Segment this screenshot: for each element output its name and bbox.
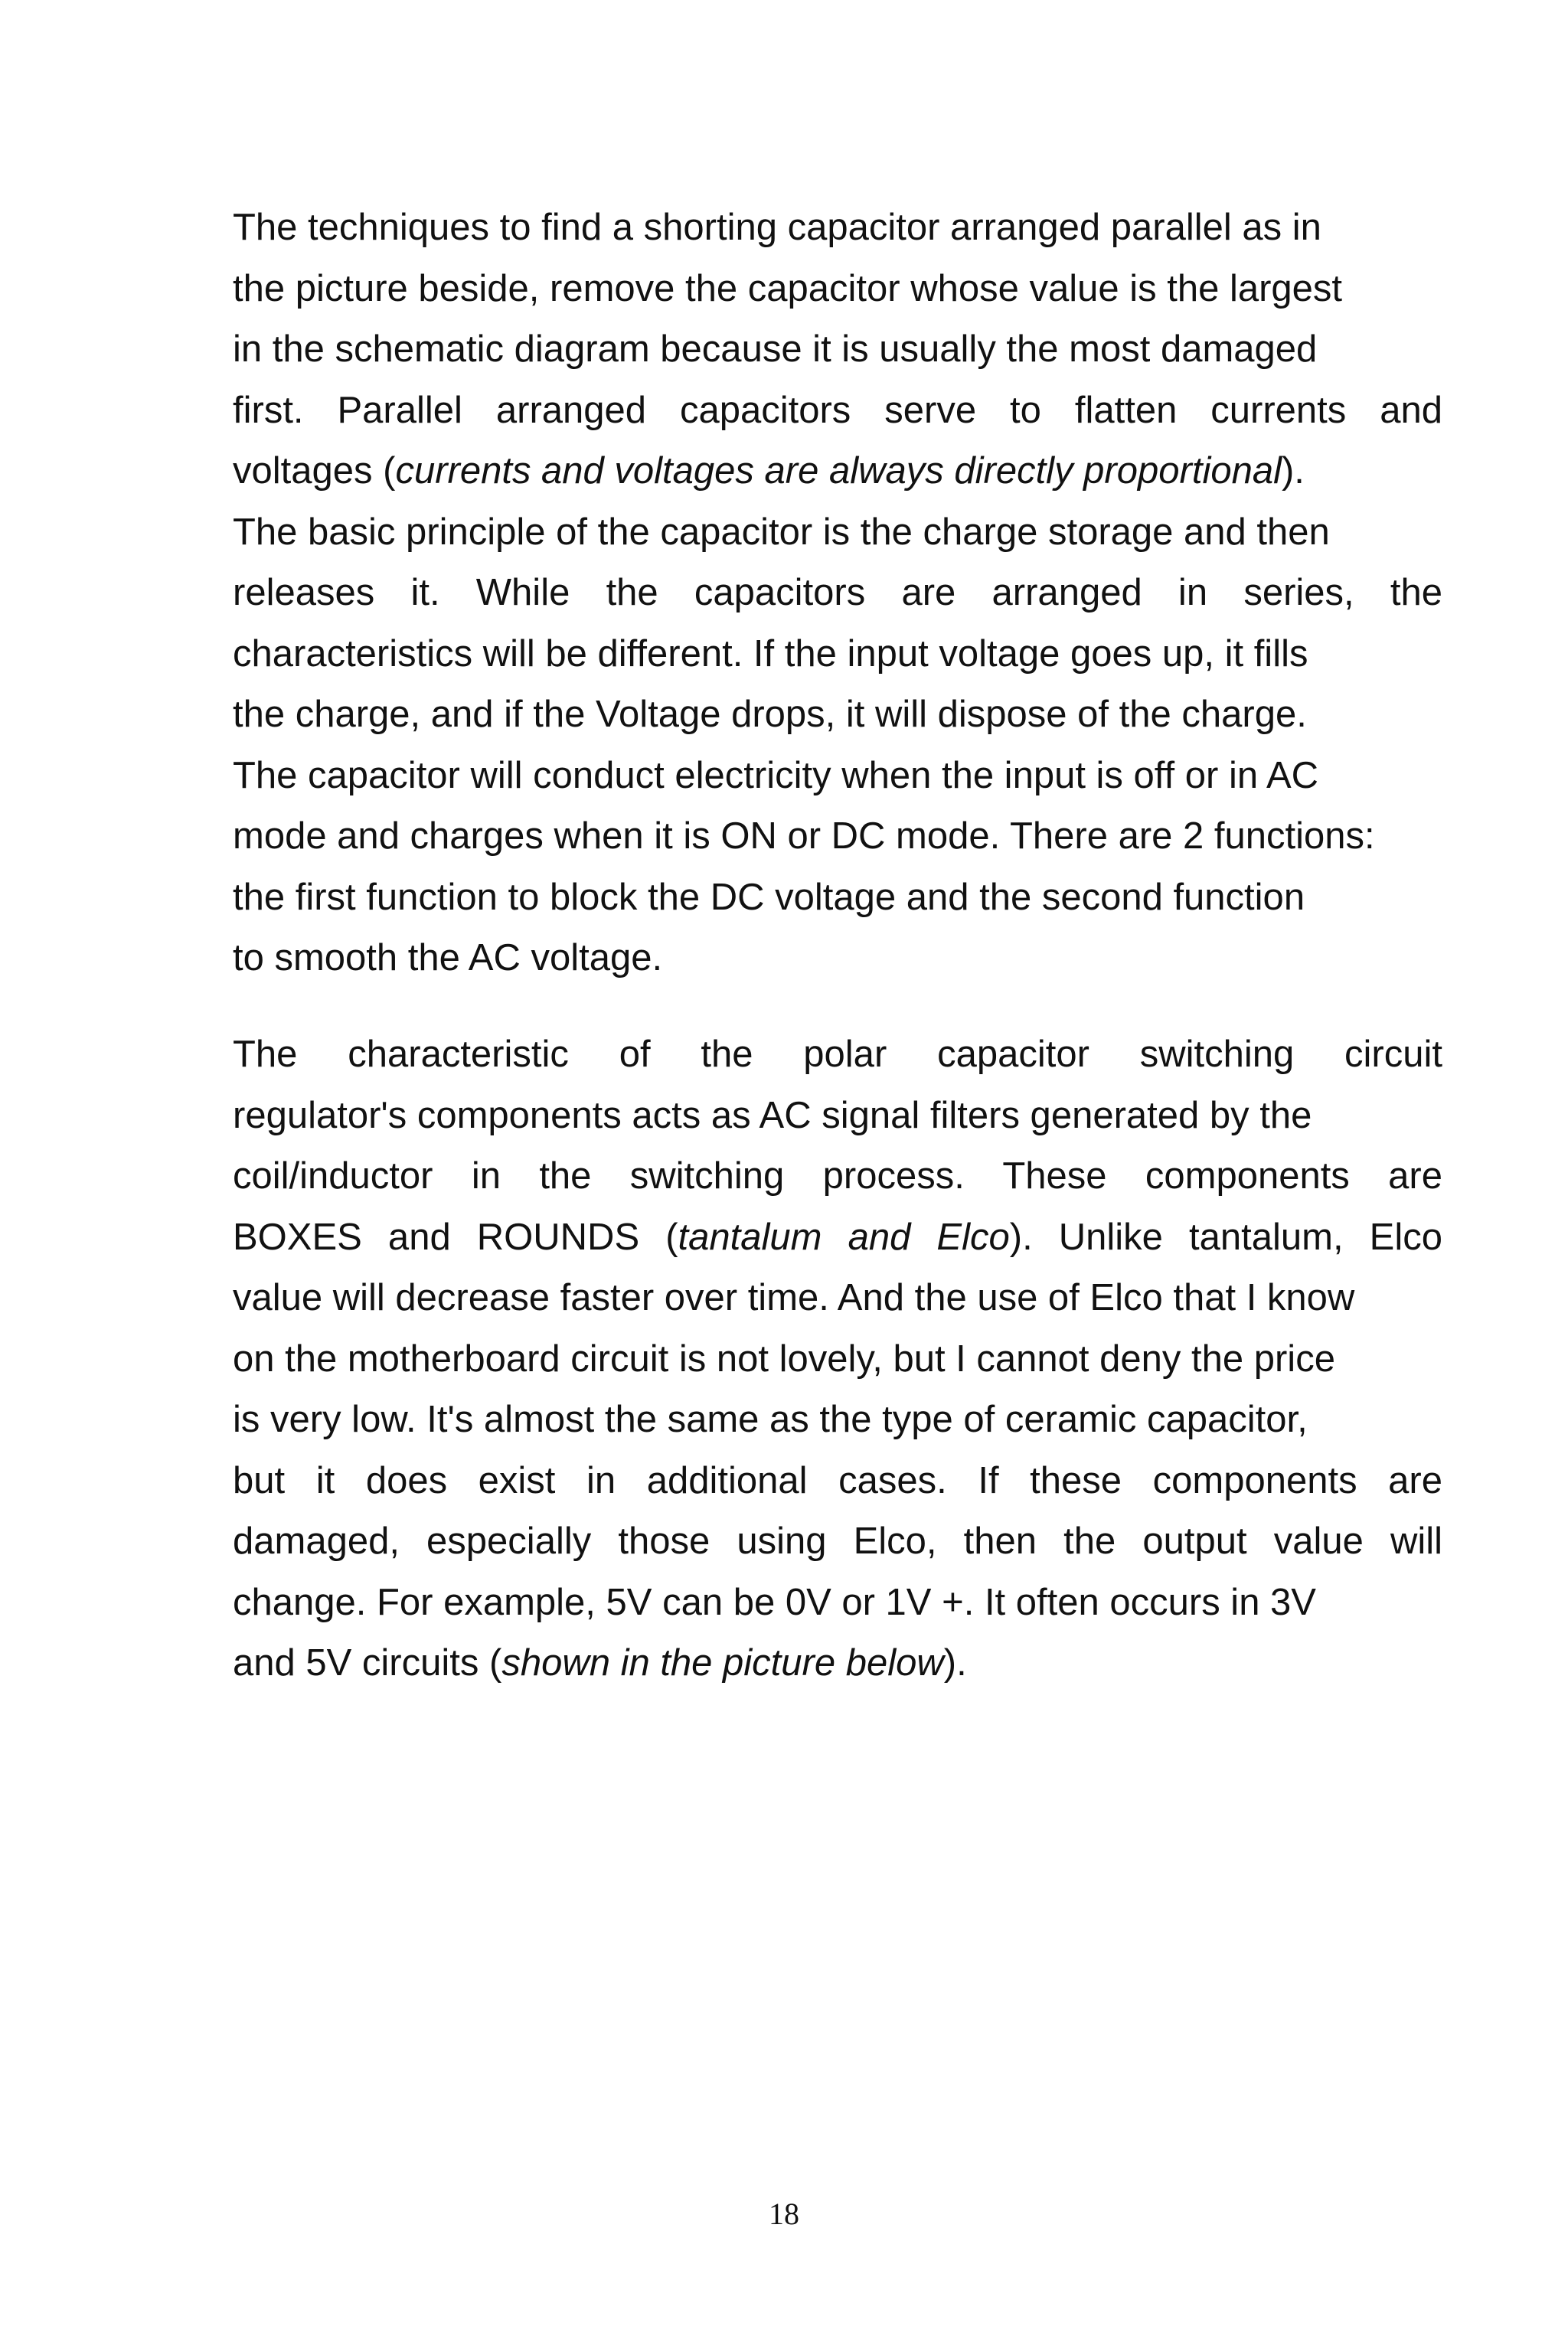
- paragraph-line: [233, 1207, 1442, 1269]
- page-number: 18: [769, 2197, 799, 2231]
- paragraph-line: but it does exist in additional cases. If these components are: [233, 1459, 1442, 1501]
- italic-text: tantalum and Elco: [678, 1216, 1010, 1258]
- paragraph-line: The techniques to find a shorting capacitor arranged parallel as in: [233, 207, 1321, 248]
- paragraph-polar-capacitor: [233, 1024, 1442, 1694]
- paragraph-line: releases it. While the capacitors are arranged in series, the: [233, 572, 1442, 613]
- paragraph-line: in the schematic diagram because it is usually the most damaged: [233, 328, 1318, 370]
- paragraph-line: coil/inductor in the switching process. These components are: [233, 1155, 1442, 1197]
- paragraph-line: regulator's components acts as AC signal filters generated by the: [233, 1094, 1312, 1136]
- paragraph-line: value will decrease faster over time. And the use of Elco that I know: [233, 1277, 1355, 1318]
- paragraph-shorting-capacitor: [233, 198, 1442, 989]
- paragraph-line: the first function to block the DC voltage and the second function: [233, 876, 1305, 918]
- paragraph-line: [233, 441, 1442, 502]
- paragraph-line: characteristics will be different. If the input voltage goes up, it fills: [233, 632, 1308, 675]
- paragraph-line: The characteristic of the polar capacitor switching circuit: [233, 1034, 1442, 1075]
- line-text: ).: [943, 1642, 967, 1684]
- paragraph-line: change. For example, 5V can be 0V or 1V +. It often occurs in 3V: [233, 1581, 1316, 1623]
- line-text: voltages (: [233, 450, 396, 492]
- paragraph-line: on the motherboard circuit is not lovely, but I cannot deny the price: [233, 1338, 1335, 1380]
- line-text: ).: [1281, 450, 1305, 492]
- paragraph-line: damaged, especially those using Elco, then the output value will: [233, 1521, 1442, 1562]
- line-text: ). Unlike tantalum, Elco: [1009, 1216, 1442, 1258]
- paragraph-line: first. Parallel arranged capacitors serve to flatten currents and: [233, 389, 1442, 431]
- paragraph-line: [233, 1633, 1442, 1694]
- paragraph-line: The basic principle of the capacitor is the charge storage and then: [233, 511, 1330, 553]
- paragraph-line: the charge, and if the Voltage drops, it will dispose of the charge.: [233, 694, 1307, 735]
- paragraph-line: the picture beside, remove the capacitor whose value is the largest: [233, 267, 1343, 309]
- italic-text: currents and voltages are always directly proportional: [395, 450, 1282, 492]
- italic-text: shown in the picture below: [501, 1642, 944, 1684]
- paragraph-line: to smooth the AC voltage.: [233, 937, 663, 978]
- paragraph-line: is very low. It's almost the same as the type of ceramic capacitor,: [233, 1399, 1308, 1440]
- paragraph-line: The capacitor will conduct electricity when the input is off or in AC: [233, 754, 1319, 796]
- line-text: and 5V circuits (: [233, 1642, 502, 1684]
- line-text: BOXES and ROUNDS (: [233, 1216, 678, 1258]
- paragraph-line: mode and charges when it is ON or DC mode. There are 2 functions:: [233, 815, 1375, 857]
